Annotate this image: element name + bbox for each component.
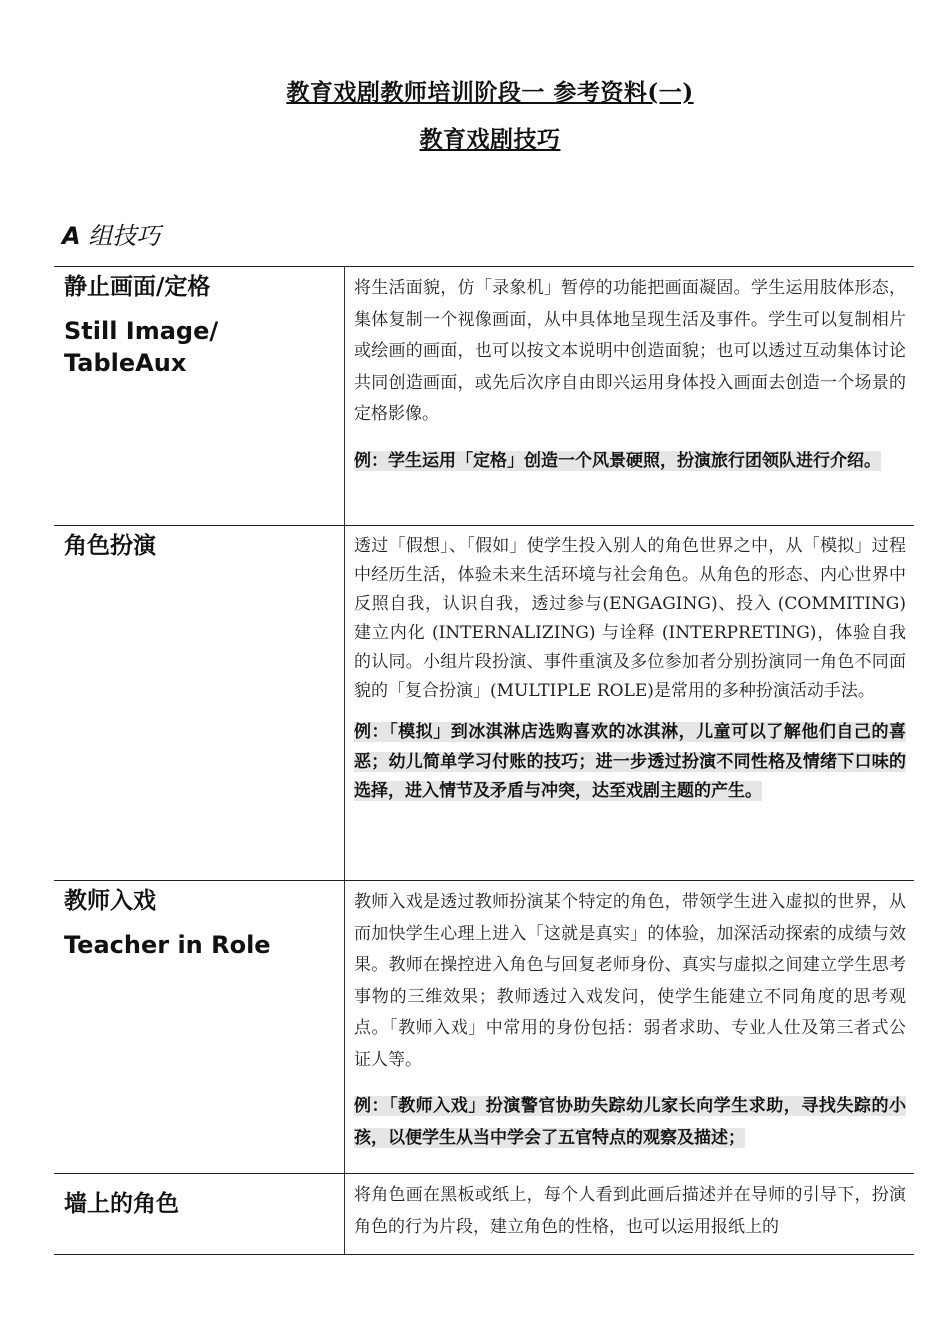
table-row (54, 881, 914, 1174)
document-title: 教育戏剧教师培训阶段一 参考资料(一) (286, 79, 694, 106)
technique-desc-cell (345, 881, 915, 1174)
technique-name-en: Teacher in Role (64, 931, 271, 959)
document-subtitle: 教育戏剧技巧 (419, 126, 561, 153)
technique-desc-cell (345, 526, 915, 881)
technique-name-cn: 角色扮演 (64, 532, 156, 559)
technique-description: 透过「假想」、「假如」使学生投入别人的角色世界之中，从「模拟」过程中经历生活，体验未来生活环境与社会角色。从角色的形态、内心世界中反照自我，认识自我，透过参与(ENGAGING)、投入 (COMMITING) 建立内化 (INTERNALIZING) 与诠释 (INTERPRETING)，体验自我的认同。小组片段扮演、事件重演及多位参加者分别扮演同一角色不同面貌的「复合扮演」(MULTIPLE ROLE)是常用的多种扮演活动手法。 (354, 536, 906, 701)
technique-name-cell (54, 526, 345, 881)
table-row (54, 1174, 914, 1255)
technique-example: 例：「教师入戏」扮演警官协助失踪幼儿家长向学生求助，寻找失踪的小孩，以便学生从当中学会了五官特点的观察及描述； (354, 1096, 906, 1148)
technique-name-cell (54, 881, 345, 1174)
technique-example: 例：学生运用「定格」创造一个风景硬照，扮演旅行团领队进行介绍。 (354, 450, 881, 471)
technique-description: 将角色画在黑板或纸上，每个人看到此画后描述并在导师的引导下，扮演角色的行为片段，建立角色的性格，也可以运用报纸上的 (354, 1185, 906, 1237)
technique-name-cn: 墙上的角色 (64, 1190, 179, 1217)
table-row (54, 526, 914, 881)
technique-name-cell (54, 1174, 345, 1255)
technique-example: 例：「模拟」到冰淇淋店选购喜欢的冰淇淋，儿童可以了解他们自己的喜恶；幼儿简单学习付账的技巧；进一步透过扮演不同性格及情绪下口味的选择，进入情节及矛盾与冲突，达至戏剧主题的产生。 (354, 722, 906, 801)
technique-name-cn: 静止画面/定格 (64, 273, 211, 300)
technique-name-en: Still Image/ TableAux (64, 317, 219, 377)
technique-description: 教师入戏是透过教师扮演某个特定的角色，带领学生进入虚拟的世界，从而加快学生心理上进入「这就是真实」的体验，加深活动探索的成绩与效果。教师在操控进入角色与回复老师身份、真实与虚拟之间建立学生思考事物的三维效果；教师透过入戏发问，使学生能建立不同角度的思考观点。「教师入戏」中常用的身份包括：弱者求助、专业人仕及第三者式公证人等。 (354, 892, 906, 1070)
techniques-table (54, 266, 914, 1255)
section-label: 组技巧 (80, 222, 161, 250)
technique-desc-cell (345, 1174, 915, 1255)
technique-desc-cell (345, 267, 915, 526)
technique-name-cell (54, 267, 345, 526)
technique-description: 将生活面貌，仿「录象机」暂停的功能把画面凝固。学生运用肢体形态，集体复制一个视像画面，从中具体地呈现生活及事件。学生可以复制相片或绘画的画面，也可以按文本说明中创造面貌；也可以透过互动集体讨论共同创造画面，或先后次序自由即兴运用身体投入画面去创造一个场景的定格影像。 (354, 278, 906, 424)
table-row (54, 267, 914, 526)
technique-name-cn: 教师入戏 (64, 887, 156, 914)
section-letter: A (62, 222, 81, 250)
section-heading (62, 216, 160, 251)
